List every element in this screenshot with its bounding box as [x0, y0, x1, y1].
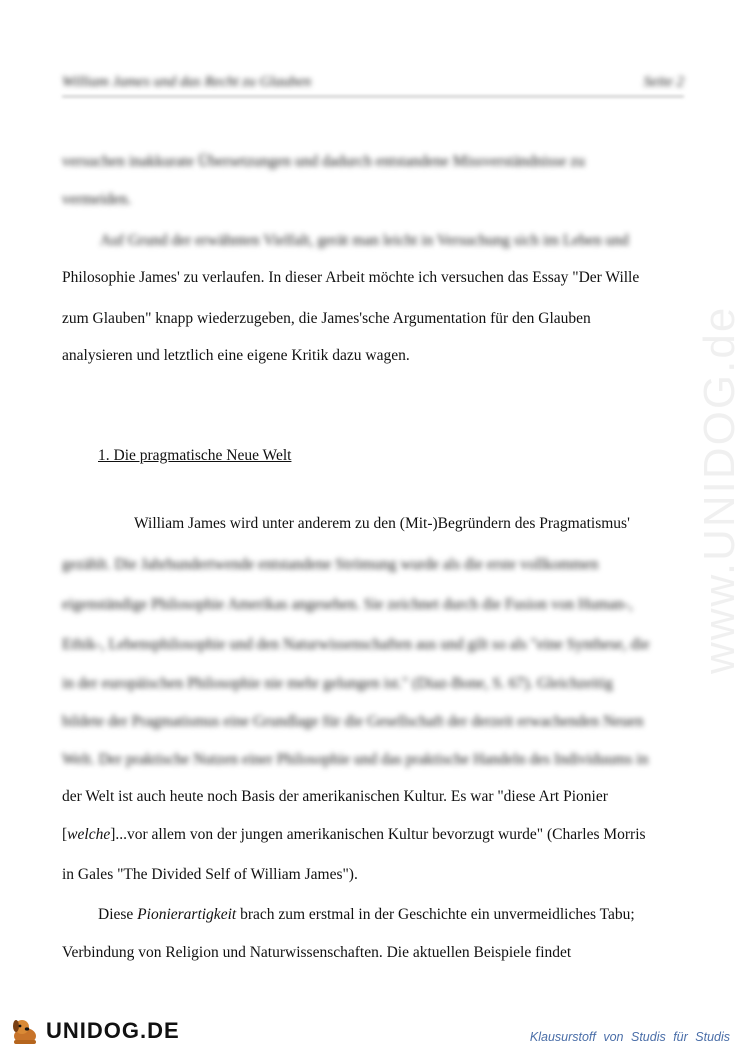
bracket-open: [ [62, 826, 68, 843]
body-line [62, 825, 682, 845]
running-header-page-number: Seite 2 [643, 74, 684, 90]
line-start: Diese [98, 906, 138, 923]
body-line: Ethik-, Lebensphilosophie und den Naturwissenschaften aus und gilt so als "eine Synthese, die [62, 636, 650, 653]
body-line: eigenständige Philosophie Amerikas angesehen. Sie zeichnet durch die Fusion von Human-, [62, 596, 633, 613]
line-rest: ]...vor allem von der jungen amerikanischen Kultur bevorzugt wurde" (Charles Morris [110, 826, 646, 843]
emphasis-word: welche [67, 826, 111, 843]
emphasis-word: Pionierartigkeit [137, 906, 237, 923]
body-line: Welt. Der praktische Nutzen einer Philosophie und das praktische Handeln des Individuums in [62, 751, 649, 768]
body-line: bildete der Pragmatismus eine Grundlage für die Gesellschaft der derzeit erwachenden Neuen [62, 713, 644, 730]
logo-text: UNIDOG.DE [46, 1018, 180, 1043]
body-line: Philosophie James' zu verlaufen. In dieser Arbeit möchte ich versuchen das Essay "Der Wille [62, 269, 640, 286]
body-line: Verbindung von Religion und Naturwissenschaften. Die aktuellen Beispiele findet [62, 944, 572, 961]
body-line: in der europäischen Philosophie nie mehr gelungen ist." (Diaz-Bone, S. 67). Gleichzeitig [62, 675, 613, 692]
unidog-logo[interactable] [8, 1016, 180, 1046]
body-line: Auf Grund der erwähnten Vielfalt, gerät man leicht in Versuchung sich im Leben und [100, 232, 629, 249]
footer-tagline: Klausurstoff von Studis für Studis [529, 1030, 730, 1044]
body-line: der Welt ist auch heute noch Basis der amerikanischen Kultur. Es war "diese Art Pionier [62, 788, 608, 805]
body-line: versuchen inakkurate Übersetzungen und dadurch entstandene Missverständnisse zu [62, 153, 585, 170]
body-line: William James wird unter anderem zu den (Mit-)Begründern des Pragmatismus' [134, 515, 630, 532]
dog-mascot-icon [8, 1016, 42, 1046]
body-line: analysieren und letztlich eine eigene Kritik dazu wagen. [62, 347, 410, 364]
section-heading: 1. Die pragmatische Neue Welt [98, 447, 292, 464]
line-rest: brach zum erstmal in der Geschichte ein unvermeidliches Tabu; [236, 906, 635, 923]
body-line: vermeiden. [62, 191, 132, 208]
body-line: zum Glauben" knapp wiederzugeben, die James'sche Argumentation für den Glauben [62, 310, 591, 327]
body-line [98, 905, 682, 925]
body-line: gezählt. Die Jahrhundertwende entstandene Strömung wurde als die erste vollkommen [62, 556, 599, 573]
running-header-title: William James und das Recht zu Glauben [62, 74, 312, 90]
header-rule [62, 96, 684, 97]
watermark-text: www.UNIDOG.de [695, 305, 744, 675]
body-line: in Gales "The Divided Self of William James"). [62, 866, 358, 883]
